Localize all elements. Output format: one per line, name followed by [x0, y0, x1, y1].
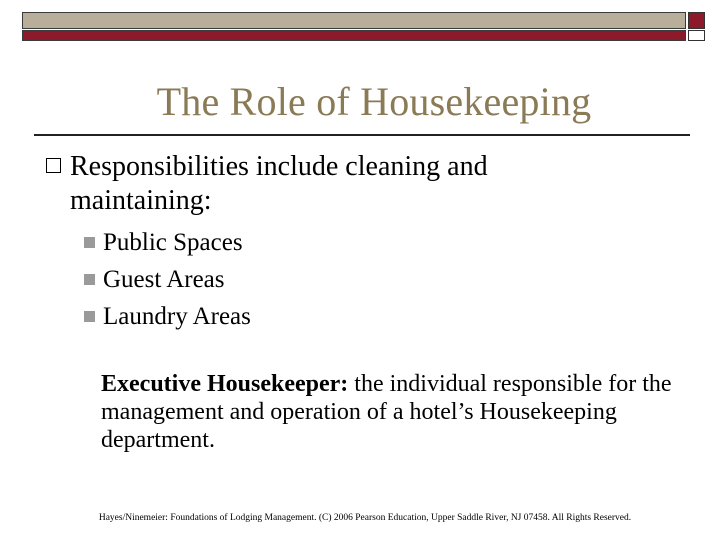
- corner-square-top: [688, 12, 705, 29]
- definition-term: Executive Housekeeper:: [101, 371, 349, 397]
- corner-square-bottom: [688, 30, 705, 41]
- slide-title: The Role of Housekeeping: [156, 79, 592, 124]
- definition-paragraph: [101, 370, 691, 454]
- sub-bullet-label: Guest Areas: [103, 266, 225, 293]
- main-bullet: [46, 150, 666, 218]
- filled-square-bullet-icon: [84, 237, 95, 248]
- sub-bullet-list: [84, 224, 251, 335]
- top-decorative-bar: [22, 12, 686, 29]
- filled-square-bullet-icon: [84, 311, 95, 322]
- sub-bullet-label: Public Spaces: [103, 229, 243, 256]
- sub-bullet-item: [84, 298, 251, 335]
- hollow-square-bullet-icon: [46, 158, 61, 173]
- main-bullet-line-1: Responsibilities include cleaning and: [70, 151, 488, 182]
- sub-bullet-item: [84, 261, 251, 298]
- sub-bullet-item: [84, 224, 251, 261]
- copyright-footer: Hayes/Ninemeier: Foundations of Lodging Management. (C) 2006 Pearson Education, Upper Saddle River, NJ 07458. All Rights Reserved.: [98, 513, 632, 523]
- title-divider: [34, 134, 690, 136]
- sub-bullet-label: Laundry Areas: [103, 303, 251, 330]
- filled-square-bullet-icon: [84, 274, 95, 285]
- definition-text: the individual responsible for the management and operation of a hotel’s Housekeeping department.: [101, 371, 672, 453]
- main-bullet-line-2: maintaining:: [70, 185, 212, 216]
- top-accent-bar: [22, 30, 686, 41]
